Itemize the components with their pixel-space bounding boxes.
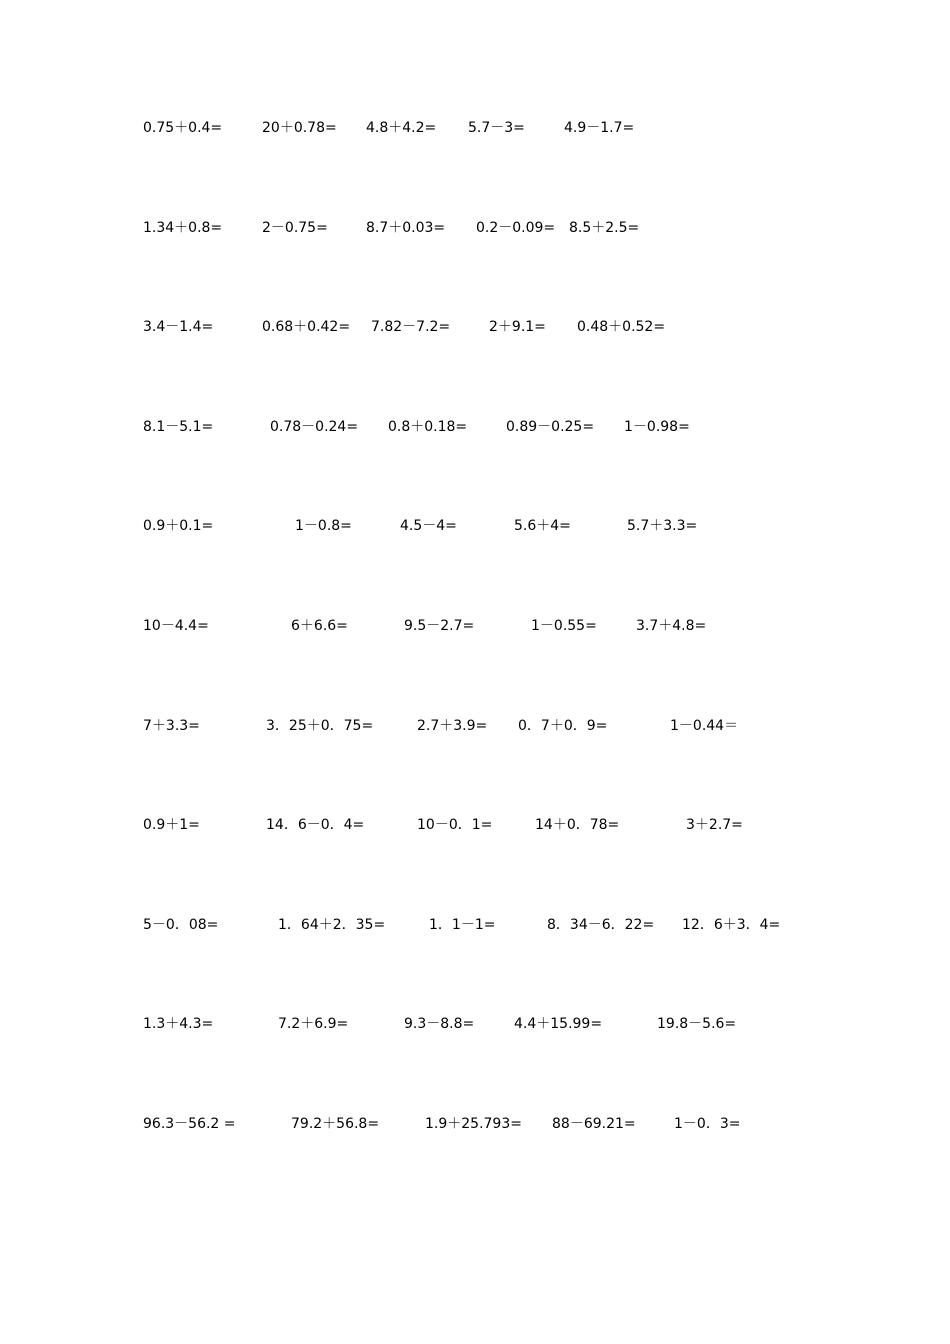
problem: 0.9＋1= [143, 817, 200, 833]
problem: 2－0.75= [262, 220, 328, 236]
problem: 5.7＋3.3= [627, 518, 698, 534]
problem: 0.48＋0.52= [577, 319, 666, 335]
problem: 8.5＋2.5= [569, 220, 640, 236]
problem: 4.4＋15.99= [514, 1016, 603, 1032]
problem: 3＋2.7= [686, 817, 743, 833]
problem: 88－69.21= [552, 1116, 636, 1132]
problem: 1－0.55= [531, 618, 597, 634]
problem: 14＋0．78= [535, 817, 620, 833]
problem: 14．6－0．4= [266, 817, 365, 833]
problem-row-1 [0, 116, 950, 140]
problem-row-11 [0, 1112, 950, 1136]
problem: 8.1－5.1= [143, 419, 214, 435]
problem-row-8 [0, 813, 950, 837]
problem: 8．34－6．22= [547, 917, 655, 933]
problem: 3.4－1.4= [143, 319, 214, 335]
problem: 0．7＋0．9= [518, 718, 608, 734]
problem: 0.89－0.25= [506, 419, 595, 435]
problem: 1．1－1= [429, 917, 496, 933]
problem: 9.5－2.7= [404, 618, 475, 634]
problem: 10－0．1= [417, 817, 493, 833]
problem: 0.75＋0.4= [143, 120, 223, 136]
problem: 1－0．3= [674, 1116, 741, 1132]
problem: 0.9＋0.1= [143, 518, 214, 534]
problem: 4.5－4= [400, 518, 457, 534]
problem-row-2 [0, 216, 950, 240]
problem: 0.78－0.24= [270, 419, 359, 435]
problem: 0.68＋0.42= [262, 319, 351, 335]
problem: 10－4.4= [143, 618, 209, 634]
problem: 19.8－5.6= [657, 1016, 737, 1032]
problem: 7.82－7.2= [371, 319, 451, 335]
problem: 6＋6.6= [291, 618, 348, 634]
problem: 2.7＋3.9= [417, 718, 488, 734]
problem: 3.7＋4.8= [636, 618, 707, 634]
problem-row-4 [0, 415, 950, 439]
problem: 2＋9.1= [489, 319, 546, 335]
problem: 1．64＋2．35= [278, 917, 386, 933]
problem: 3．25＋0．75= [266, 718, 374, 734]
problem: 20＋0.78= [262, 120, 337, 136]
problem-row-7 [0, 714, 950, 738]
problem: 9.3－8.8= [404, 1016, 475, 1032]
problem: 1－0.44＝ [670, 718, 739, 734]
problem-row-3 [0, 315, 950, 339]
problem: 0.8＋0.18= [388, 419, 468, 435]
problem: 1－0.98= [624, 419, 690, 435]
problem: 4.9－1.7= [564, 120, 635, 136]
problem: 1－0.8= [295, 518, 352, 534]
problem: 1.3＋4.3= [143, 1016, 214, 1032]
problem: 12．6＋3．4= [682, 917, 781, 933]
problem: 4.8＋4.2= [366, 120, 437, 136]
problem: 96.3－56.2 = [143, 1116, 236, 1132]
problem: 79.2＋56.8= [291, 1116, 380, 1132]
problem: 1.9＋25.793= [425, 1116, 522, 1132]
problem: 8.7＋0.03= [366, 220, 446, 236]
problem-row-9 [0, 913, 950, 937]
problem: 5.6＋4= [514, 518, 571, 534]
problem-row-5 [0, 514, 950, 538]
problem-row-10 [0, 1012, 950, 1036]
problem: 1.34＋0.8= [143, 220, 223, 236]
problem: 5－0．08= [143, 917, 219, 933]
problem: 0.2－0.09= [476, 220, 556, 236]
problem: 5.7－3= [468, 120, 525, 136]
problem-row-6 [0, 614, 950, 638]
problem: 7.2＋6.9= [278, 1016, 349, 1032]
problem: 7＋3.3= [143, 718, 200, 734]
